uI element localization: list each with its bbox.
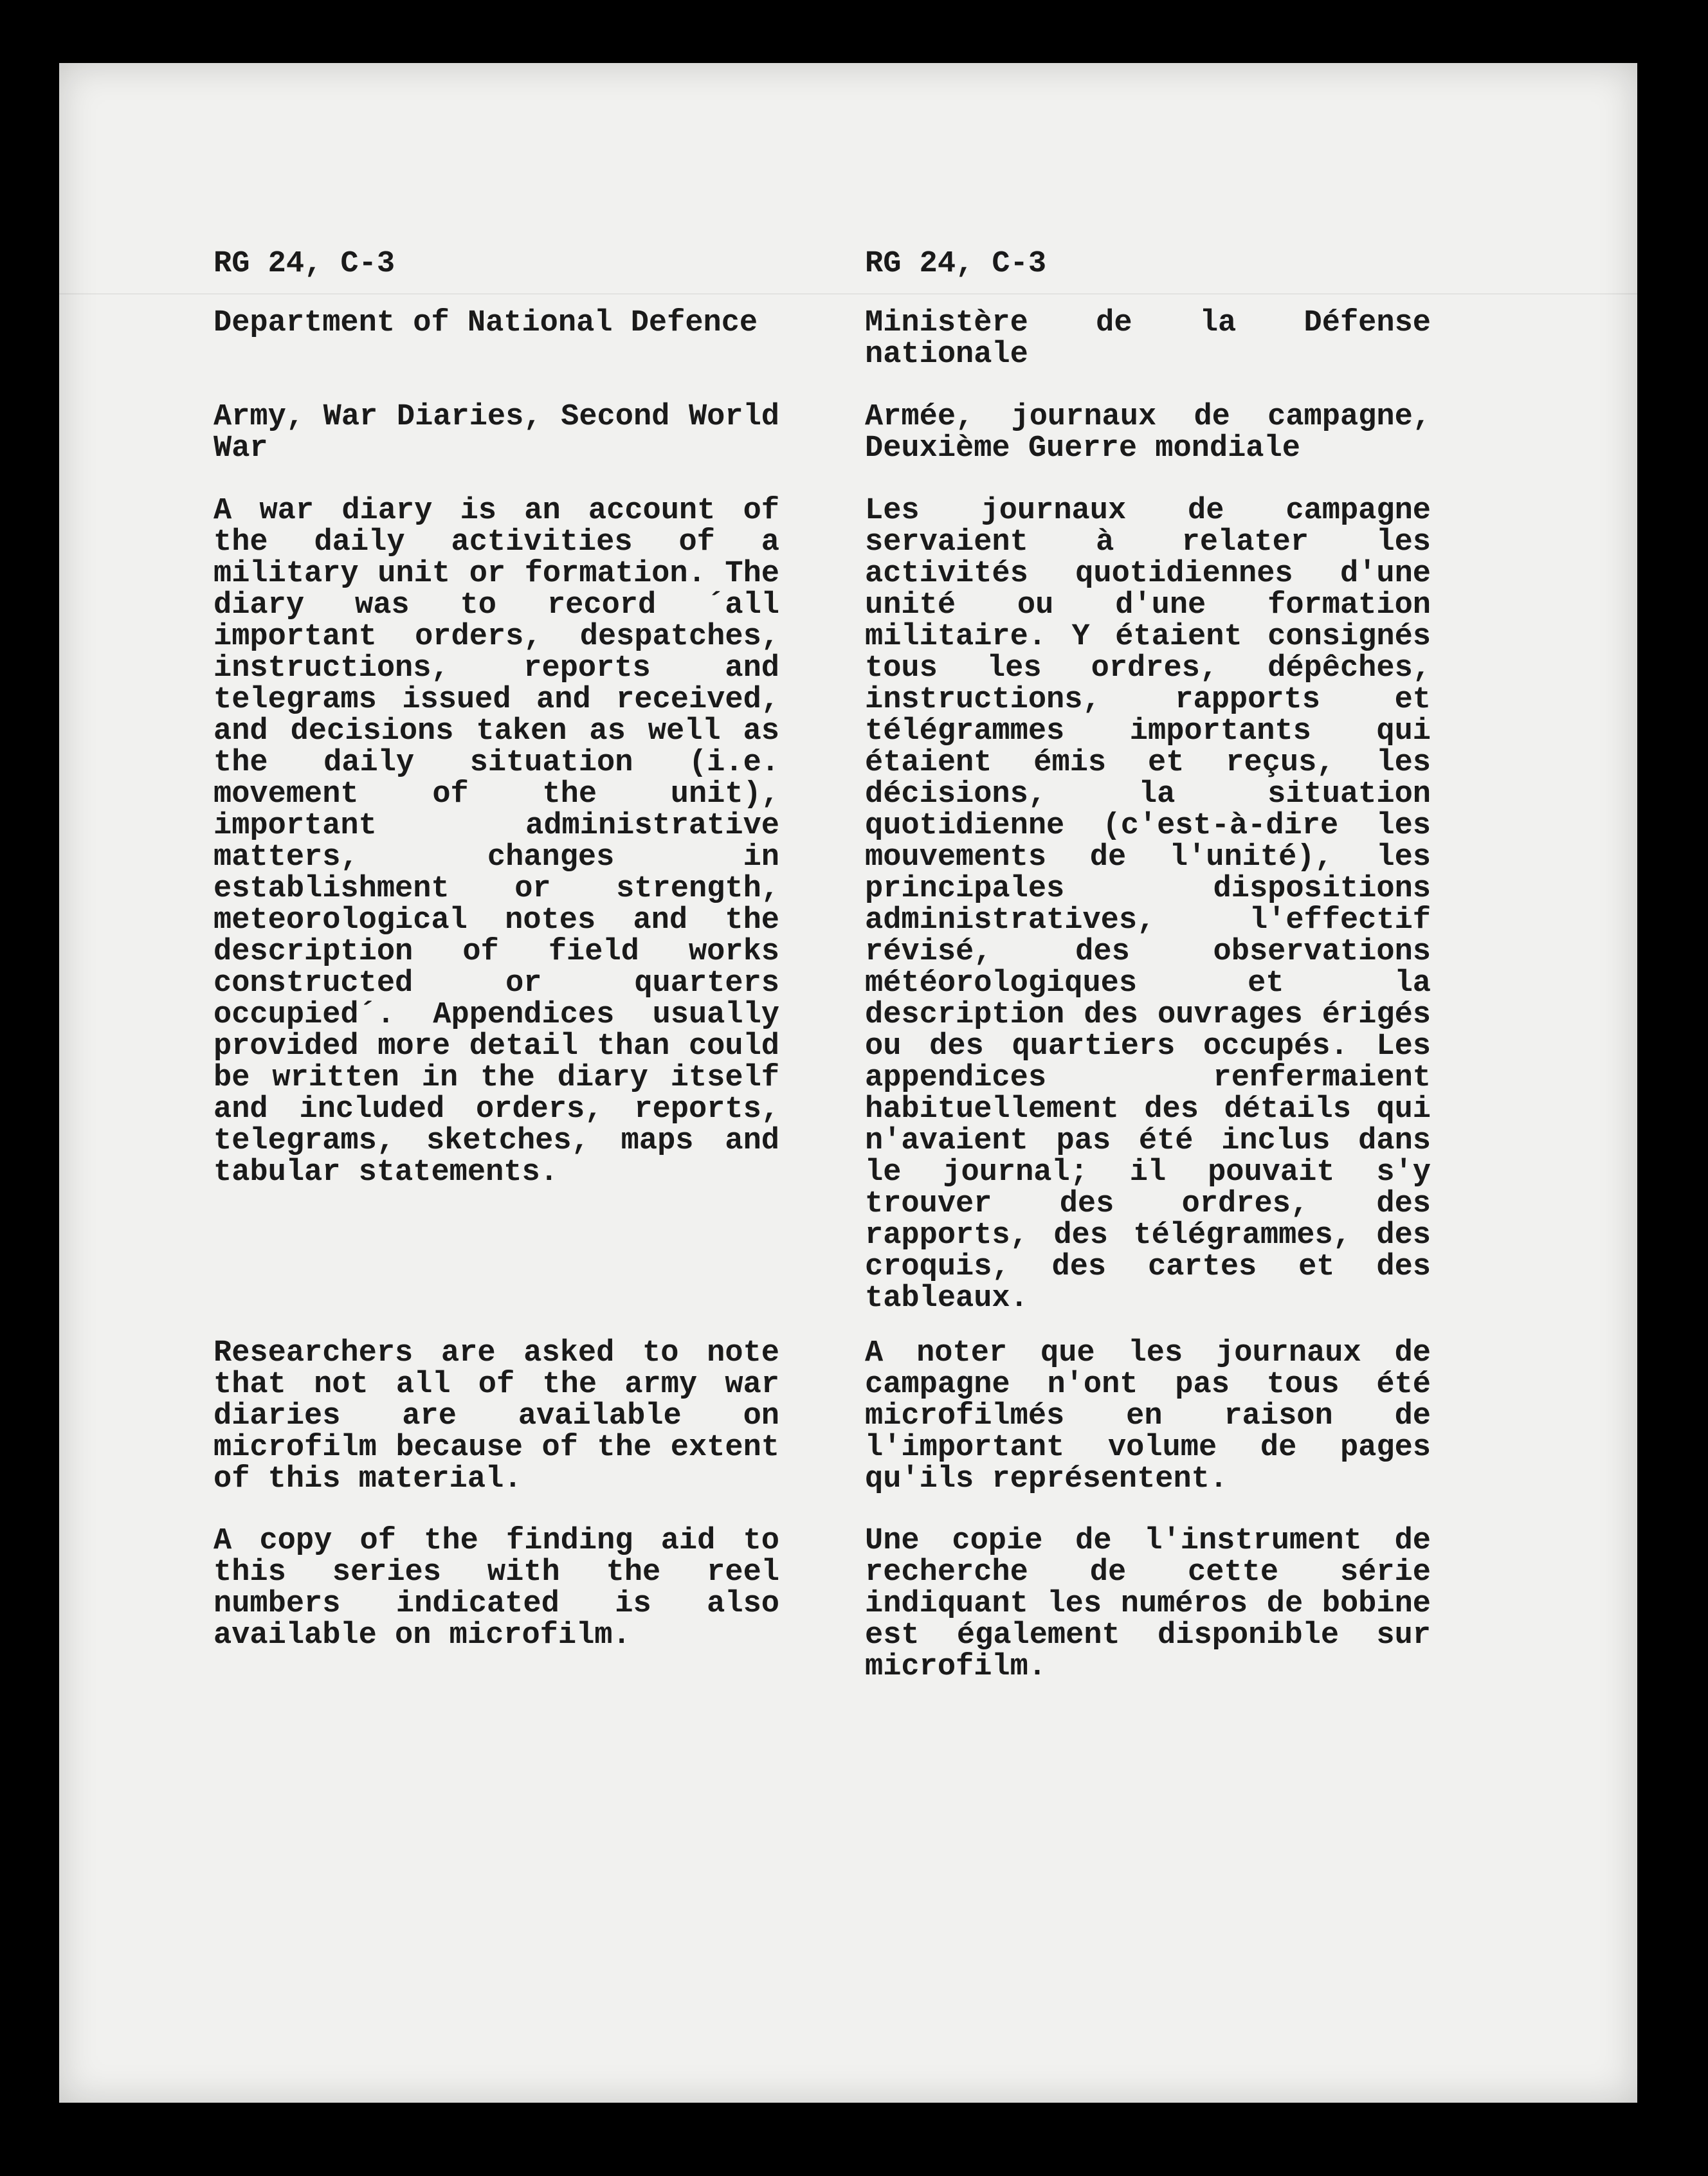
document-page — [59, 63, 1637, 2103]
series-title: Armée, journaux de campagne, Deuxième Guerre mondiale — [865, 400, 1431, 466]
microfilm-note: Researchers are asked to note that not all of the army war diaries are available on microfilm because of the extent of this material. — [214, 1336, 779, 1496]
scan-line — [59, 293, 1637, 295]
reference-code: RG 24, C-3 — [865, 247, 1047, 281]
series-title: Army, War Diaries, Second World War — [214, 400, 779, 466]
description-paragraph: Les journaux de campagne servaient à relater les activités quotidiennes d'une unité ou d'une formation militaire. Y étaient consignés tous les ordres, dépêches, instructions, rapports et télégrammes importants qui étaient émis et reçus, les décisions, la situation quotidienne (c'est-à-dire les mouvements de l'unité), les principales dispositions administratives, l'effectif révisé, des observations météorologiques et la description des ouvrages érigés ou des quartiers occupés. Les appendices renfermaient habituellement des détails qui n'avaient pas été inclus dans le journal; il pouvait s'y trouver des ordres, des rapports, des télégrammes, des croquis, des cartes et des tableaux. — [865, 494, 1431, 1316]
department-name: Ministère de la Défense nationale — [865, 306, 1431, 372]
description-paragraph: A war diary is an account of the daily activities of a military unit or formation. The diary was to record ´all important orders, despatches, instructions, reports and telegrams issued and received, and decisions taken as well as the daily situation (i.e. movement of the unit), important administrative matters, changes in establishment or strength, meteorological notes and the description of field works constructed or quarters occupied´. Appendices usually provided more detail than could be written in the diary itself and included orders, reports, telegrams, sketches, maps and tabular statements. — [214, 494, 779, 1190]
reference-code: RG 24, C-3 — [214, 247, 395, 281]
finding-aid-note: Une copie de l'instrument de recherche de cette série indiquant les numéros de bobine est également disponible sur microfilm. — [865, 1524, 1431, 1684]
department-name: Department of National Defence — [214, 306, 758, 340]
microfilm-note: A noter que les journaux de campagne n'ont pas tous été microfilmés en raison de l'important volume de pages qu'ils représentent. — [865, 1336, 1431, 1496]
finding-aid-note: A copy of the finding aid to this series with the reel numbers indicated is also available on microfilm. — [214, 1524, 779, 1653]
